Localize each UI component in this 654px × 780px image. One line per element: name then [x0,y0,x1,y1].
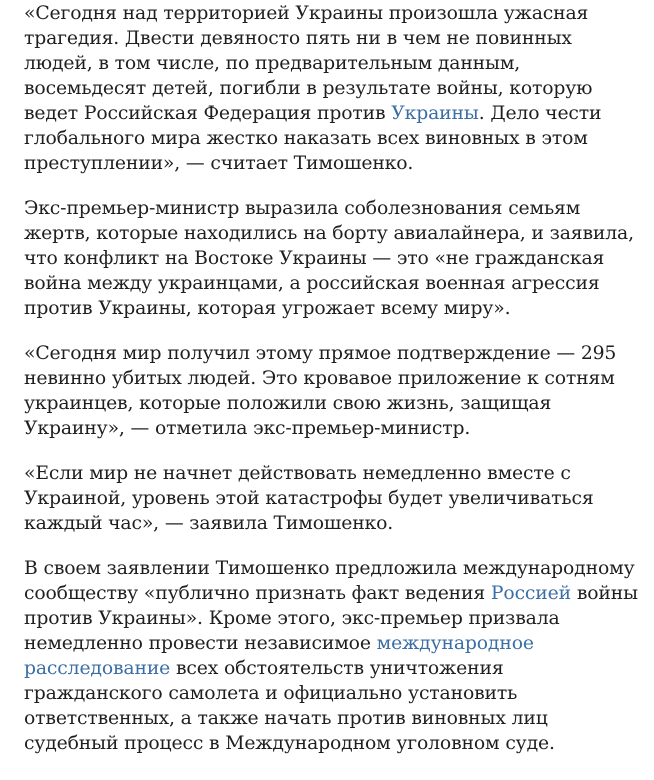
paragraph-4 [24,461,644,536]
link-ukraine[interactable]: Украины [391,103,479,124]
paragraph-2 [24,196,644,321]
article-body [24,1,644,776]
paragraph-3-text: «Сегодня мир получил этому прямое подтверждение — 295 невинно убитых людей. Это кровавое приложение к сотням украинцев, которые положили свою жизнь, защищая Украину», — отметила экс-премьер-министр. [24,343,617,439]
paragraph-5 [24,556,644,756]
paragraph-4-text: «Если мир не начнет действовать немедленно вместе с Украиной, уровень этой катастрофы будет увеличиваться каждый час», — заявила Тимошенко. [24,463,594,534]
paragraph-5-text-a: В своем заявлении Тимошенко предложила международному сообществу «публично признать факт ведения [24,558,635,604]
link-international-investigation[interactable]: международное расследование [24,633,534,679]
paragraph-1 [24,1,644,176]
paragraph-3 [24,341,644,441]
paragraph-5-text-b: войны против Украины». Кроме этого, экс-премьер призвала немедленно провести независимое [24,583,638,654]
link-russia[interactable]: Россией [490,583,572,604]
paragraph-1-text-a: «Сегодня над территорией Украины произошла ужасная трагедия. Двести девяносто пять ни в чем не повинных людей, в том числе, по предварительным данным, восемьдесят детей, погибли в результате войны, которую ведет Российская Федерация против [24,3,593,124]
paragraph-1-text-b: . Дело чести глобального мира жестко наказать всех виновных в этом преступлении», — считает Тимошенко. [24,103,602,174]
paragraph-5-text-c: всех обстоятельств уничтожения гражданского самолета и официально установить ответственных, а также начать против виновных лиц судебный процесс в Международном уголовном суде. [24,658,555,754]
paragraph-2-text: Экс-премьер-министр выразила соболезнования семьям жертв, которые находились на борту авиалайнера, и заявила, что конфликт на Востоке Украины — это «не гражданская война между украинцами, а российская военная агрессия против Украины, которая угрожает всему миру». [24,198,634,319]
